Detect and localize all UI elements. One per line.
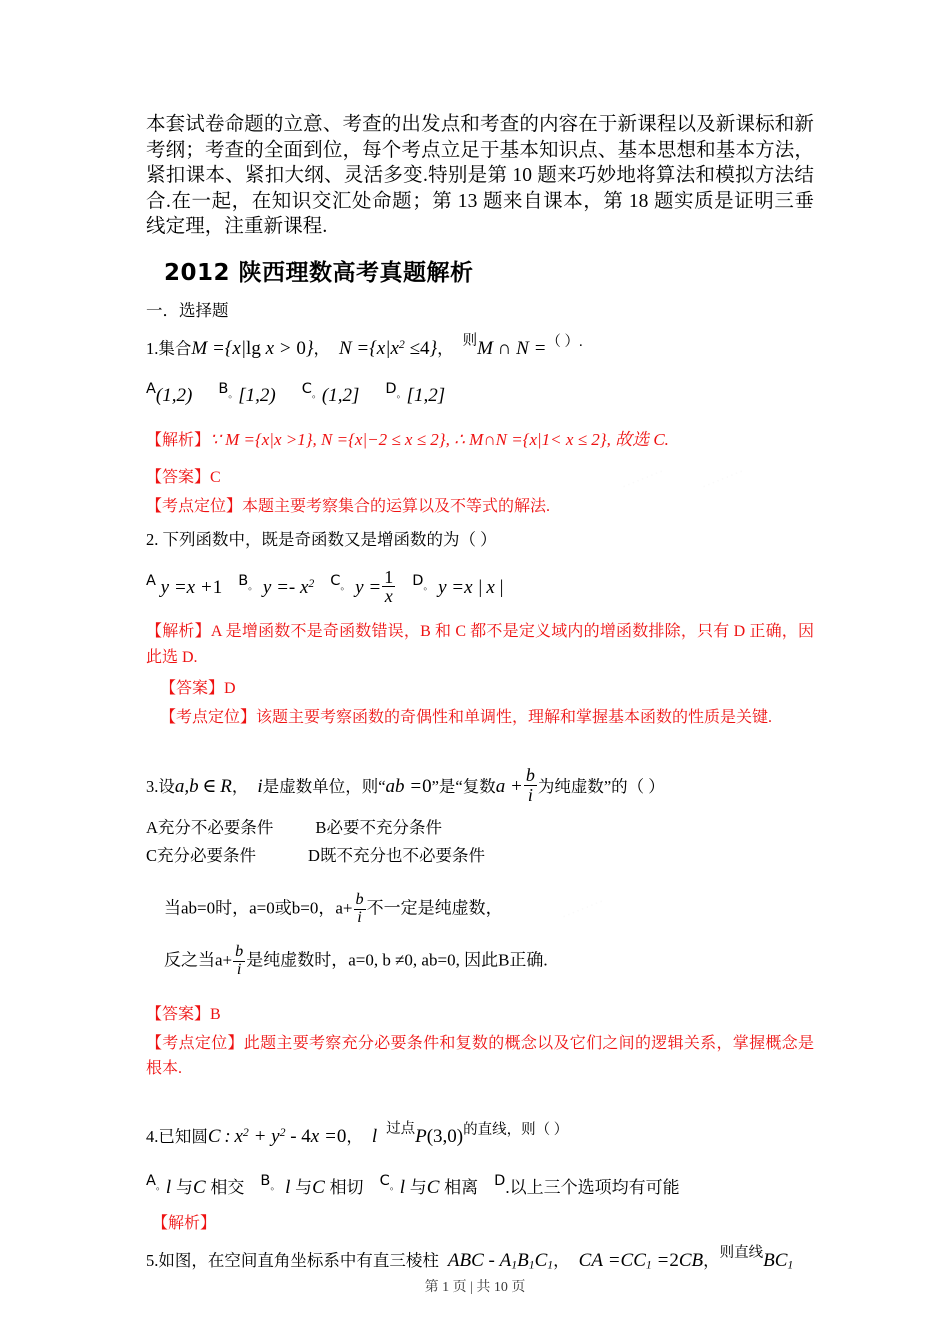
question-4-sup: 过点 bbox=[386, 1120, 416, 1137]
question-3-sep-1: ， bbox=[231, 777, 249, 797]
question-4-options: A。l 与C 相交 B。 l 与C 相切 C。l 与C 相离 D.以上三个选项均有可能 bbox=[146, 1172, 680, 1198]
option-1-D-value: [1,2] bbox=[406, 384, 446, 406]
question-2-keypoint-text: 该题主要考察函数的奇偶性和单调性，理解和掌握基本函数的性质是关键. bbox=[256, 708, 773, 726]
question-4-analysis bbox=[152, 1211, 814, 1237]
option-1-B-letter: B bbox=[218, 380, 229, 397]
question-1-keypoint bbox=[146, 494, 814, 520]
analysis-label: 【解析】 bbox=[152, 1214, 217, 1232]
question-3-math-i: i bbox=[257, 776, 263, 798]
question-1-answer bbox=[146, 465, 814, 491]
question-4-math-l: l bbox=[371, 1125, 378, 1147]
question-1-math-mn: M ∩ N = bbox=[477, 337, 547, 359]
option-1-C-letter: C bbox=[301, 380, 312, 397]
question-5-math-prism: ABC - $A_1B_1C_1$ bbox=[447, 1250, 554, 1272]
option-2-A-letter: A bbox=[146, 573, 156, 590]
option-3-B-value: 必要不充分条件 bbox=[326, 818, 442, 838]
option-3-A-letter: A bbox=[146, 818, 158, 838]
question-5-math-line: $BC_1$ bbox=[763, 1250, 794, 1272]
option-4-D-value: 以上三个选项均有可能 bbox=[509, 1177, 680, 1197]
question-3-keypoint bbox=[146, 1031, 814, 1082]
question-3-math-frac: a + $\frac{b}{i}$ bbox=[495, 765, 535, 805]
option-2-D-letter: D bbox=[412, 573, 424, 590]
answer-label: 【答案】 bbox=[146, 469, 211, 487]
option-2-D-value: y =x | x | bbox=[433, 577, 504, 599]
option-1-C-value: (1,2] bbox=[321, 384, 360, 406]
question-5-sep-2: ， bbox=[703, 1251, 720, 1271]
option-1-D-letter: D bbox=[385, 380, 397, 397]
page-footer: 第 1 页 | 共 10 页 bbox=[424, 1280, 526, 1295]
question-1-keypoint-text: 本题主要考察集合的运算以及不等式的解法. bbox=[242, 497, 551, 515]
question-1-analysis-text: ∵ M ={x|x >1}, N ={x|−2 ≤ x ≤ 2}, ∴ M∩N ={x|1< x ≤ 2}, 故选 C. bbox=[210, 429, 669, 449]
option-4-B-value: l bbox=[280, 1176, 296, 1198]
keypoint-label: 【考点定位】 bbox=[160, 708, 257, 726]
question-2-stem-text: 下列函数中，既是奇函数又是增函数的为（ ） bbox=[162, 530, 497, 550]
option-3-D-letter: D bbox=[308, 846, 320, 866]
option-3-C-letter: C bbox=[146, 846, 158, 866]
section-label: 一．选择题 bbox=[146, 300, 229, 320]
option-4-D-letter: D bbox=[494, 1172, 506, 1189]
analysis-label: 【解析】 bbox=[146, 623, 211, 641]
question-1-lead: 集合 bbox=[158, 338, 192, 358]
answer-label: 【答案】 bbox=[160, 680, 225, 698]
option-4-A-value: l bbox=[165, 1176, 176, 1198]
option-4-C-value: l bbox=[399, 1176, 410, 1198]
question-3-options-row-2 bbox=[146, 842, 814, 870]
question-3-options-row-1 bbox=[146, 814, 814, 842]
option-3-C-value: 充分必要条件 bbox=[157, 846, 257, 866]
question-4-lead: 已知圆 bbox=[158, 1126, 208, 1146]
question-4-number: 4. bbox=[146, 1126, 159, 1146]
question-5-mid: 则直线 bbox=[719, 1245, 764, 1262]
question-2-analysis bbox=[146, 619, 814, 670]
keypoint-label: 【考点定位】 bbox=[146, 1034, 244, 1052]
question-1-math-m: M ={x|lg x > 0} bbox=[191, 337, 314, 359]
question-4-sep-1: ， bbox=[346, 1126, 363, 1146]
option-4-C-letter: C bbox=[379, 1172, 390, 1189]
question-3-answer bbox=[146, 1002, 814, 1028]
question-3-work-line-1: 当ab=0时，a=0或b=0，a+ $\frac{b}{i}$ 不一定是纯虚数， bbox=[164, 891, 503, 926]
question-2-answer bbox=[160, 676, 814, 702]
question-4-tail: 的直线，则（ ） bbox=[463, 1121, 569, 1138]
question-3-math-ab: a,b ∈ R bbox=[174, 776, 232, 798]
question-5-stem bbox=[146, 1238, 814, 1281]
question-2-answer-value: D bbox=[224, 680, 236, 698]
question-1-answer-value: C bbox=[210, 469, 221, 487]
question-1-options: A(1,2) B。[1,2) C。(1,2] D。[1,2] bbox=[146, 380, 446, 406]
option-2-C-letter: C bbox=[330, 573, 341, 590]
question-5-math-eq: CA $=CC_1 =2CB$ bbox=[578, 1250, 704, 1272]
option-1-A-letter: A bbox=[146, 380, 156, 397]
keypoint-label: 【考点定位】 bbox=[146, 497, 243, 515]
question-3-text-3: 为纯虚数”的（ ） bbox=[537, 777, 665, 797]
question-3-math-ab0: ab =0 bbox=[385, 776, 432, 798]
question-1-sep-2: ， bbox=[437, 338, 454, 358]
question-4-math-circle: C : $x^2 + y^2 - 4x =0$ bbox=[207, 1125, 347, 1147]
option-1-A-value: (1,2) bbox=[155, 384, 193, 406]
answer-label: 【答案】 bbox=[146, 1006, 211, 1024]
question-3-work-line-2: 反之当a+ $\frac{b}{i}$ 是纯虚数时，a=0, b ≠0, ab=0, 因此B正确. bbox=[164, 943, 548, 978]
question-2-options: A y =x +1 B。 $y =- x^2$ C。 y = $\frac{1}{x}$ D。 y =x | x | bbox=[146, 566, 504, 607]
intro-paragraph: 本套试卷命题的立意、考查的出发点和考查的内容在于新课程以及新课标和新考纲；考查的全面到位，每个考点立足于基本知识点、基本思想和基本方法，紧扣课本、紧扣大纲、灵活多变.特别是第 10 题来巧妙地将算法和模拟方法结合.在一起，在知识交汇处命题；第 13 题来自课本，第 18 题实质是证明三垂线定理，注重新课程. bbox=[146, 114, 814, 238]
option-2-A-value: y =x +1 bbox=[155, 577, 223, 599]
question-3-lead: 设 bbox=[158, 777, 175, 797]
page-title: 2012 陕西理数高考真题解析 bbox=[164, 259, 474, 286]
question-3-text-2: ”是“复数 bbox=[431, 777, 496, 797]
option-2-B-value: $y =- x^2$ bbox=[258, 577, 315, 599]
question-5-sep-1: ， bbox=[553, 1251, 570, 1271]
question-3-answer-value: B bbox=[210, 1006, 221, 1024]
question-1-sep-1: ， bbox=[313, 338, 330, 358]
question-5-lead: 如图，在空间直角坐标系中有直三棱柱 bbox=[158, 1251, 439, 1271]
question-1-tail: （ ）. bbox=[546, 333, 583, 350]
option-4-B-letter: B bbox=[260, 1172, 271, 1189]
option-1-B-value: [1,2) bbox=[238, 384, 276, 406]
option-4-A-letter: A bbox=[146, 1172, 156, 1189]
question-2-keypoint bbox=[160, 705, 814, 731]
question-4-stem bbox=[146, 1114, 814, 1152]
question-3-stem bbox=[146, 766, 814, 804]
option-2-B-letter: B bbox=[238, 573, 249, 590]
question-3-number: 3. bbox=[146, 777, 159, 797]
option-3-D-value: 既不充分也不必要条件 bbox=[319, 846, 485, 866]
question-3-text-1: 是虚数单位，则“ bbox=[262, 777, 386, 797]
option-3-A-value: 充分不必要条件 bbox=[157, 818, 274, 838]
question-1-stem bbox=[146, 326, 814, 364]
question-5-number: 5. bbox=[146, 1251, 159, 1271]
question-2-analysis-text: A 是增函数不是奇函数错误，B 和 C 都不是定义域内的增函数排除，只有 D 正确，因此选 D. bbox=[146, 623, 814, 666]
question-1-analysis bbox=[146, 427, 814, 454]
question-2-number: 2. bbox=[146, 530, 159, 550]
question-1-mid: 则 bbox=[462, 332, 478, 349]
question-1-math-n: $N =\{x|x^2 \le 4\}$ bbox=[338, 337, 438, 359]
question-1-number: 1. bbox=[146, 338, 159, 358]
question-4-math-p: P(3,0) bbox=[415, 1125, 464, 1147]
option-2-C-value: y = $\frac{1}{x}$ bbox=[350, 566, 394, 607]
question-3-keypoint-text: 此题主要考察充分必要条件和复数的概念以及它们之间的逻辑关系，掌握概念是根本. bbox=[146, 1034, 814, 1078]
option-3-B-letter: B bbox=[315, 818, 327, 838]
analysis-label: 【解析】 bbox=[146, 431, 211, 449]
question-2-stem bbox=[146, 526, 814, 554]
document-body bbox=[146, 112, 814, 1281]
